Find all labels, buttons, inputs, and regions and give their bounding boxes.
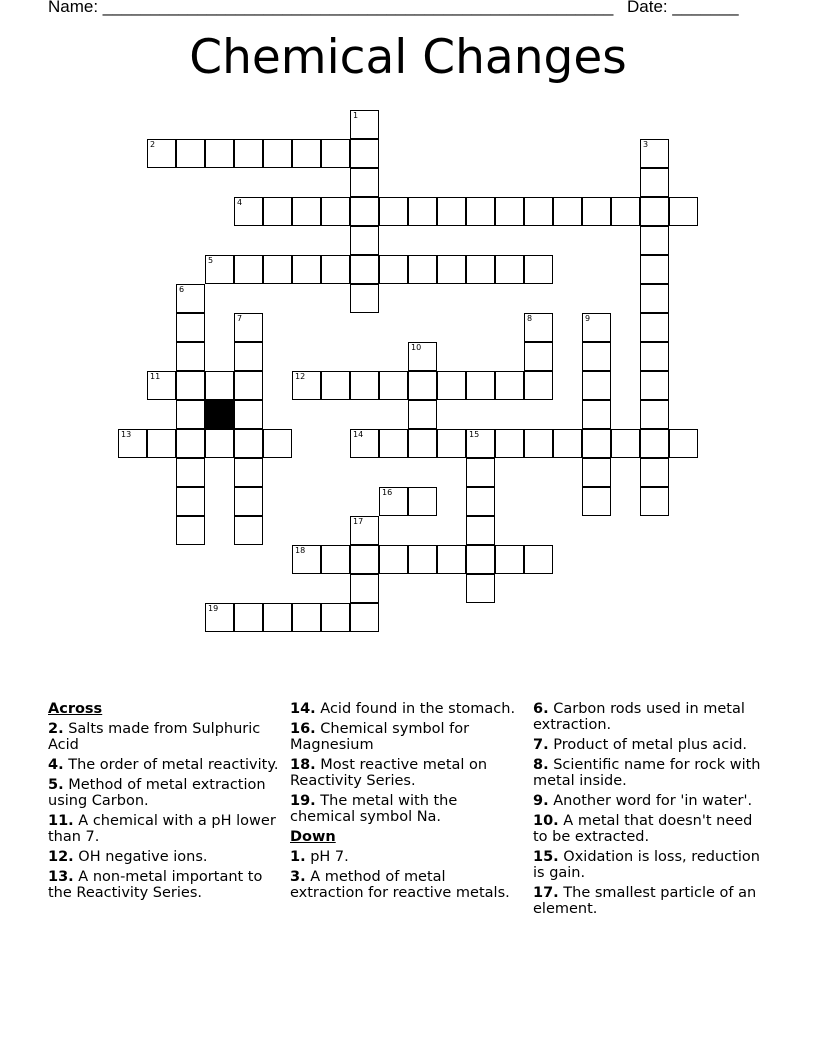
clue-text: pH 7.	[305, 849, 349, 865]
crossword-cell[interactable]	[350, 255, 379, 284]
crossword-cell[interactable]	[582, 487, 611, 516]
crossword-cell[interactable]	[263, 255, 292, 284]
crossword-cell[interactable]	[611, 429, 640, 458]
clue-text: OH negative ions.	[73, 849, 208, 865]
crossword-cell[interactable]	[640, 429, 669, 458]
crossword-cell[interactable]	[234, 371, 263, 400]
clue-number: 16.	[290, 721, 316, 737]
clue-number-label: 8	[527, 314, 533, 323]
across-clue	[48, 777, 280, 809]
crossword-cell[interactable]	[640, 342, 669, 371]
crossword-cell[interactable]	[234, 313, 263, 342]
crossword-cell[interactable]	[321, 255, 350, 284]
crossword-cell[interactable]	[582, 458, 611, 487]
crossword-cell[interactable]	[350, 371, 379, 400]
crossword-cell[interactable]	[582, 429, 611, 458]
crossword-cell[interactable]	[292, 545, 321, 574]
crossword-cell[interactable]	[176, 313, 205, 342]
down-clue	[290, 849, 522, 865]
crossword-cell[interactable]	[379, 429, 408, 458]
across-clue	[48, 869, 280, 901]
crossword-cell[interactable]	[466, 487, 495, 516]
clue-number-label: 11	[150, 372, 161, 381]
clue-number: 14.	[290, 701, 316, 717]
crossword-cell[interactable]	[263, 139, 292, 168]
clue-number: 8.	[533, 757, 549, 773]
down-clue	[533, 813, 765, 845]
clue-text: The smallest particle of an element.	[533, 885, 757, 917]
crossword-cell[interactable]	[524, 429, 553, 458]
down-clue	[533, 701, 765, 733]
clue-number-label: 10	[411, 343, 422, 352]
crossword-cell[interactable]	[292, 139, 321, 168]
crossword-cell[interactable]	[640, 487, 669, 516]
down-clue	[533, 793, 765, 809]
crossword-cell[interactable]	[321, 603, 350, 632]
clue-number-label: 18	[295, 546, 306, 555]
crossword-cell[interactable]	[640, 226, 669, 255]
clue-number: 13.	[48, 869, 74, 885]
down-clue	[533, 849, 765, 881]
crossword-cell[interactable]	[176, 458, 205, 487]
clue-number: 17.	[533, 885, 559, 901]
crossword-cell[interactable]	[640, 255, 669, 284]
crossword-cell[interactable]	[234, 139, 263, 168]
crossword-cell[interactable]	[669, 197, 698, 226]
across-clue	[290, 757, 522, 789]
crossword-cell[interactable]	[495, 255, 524, 284]
clue-number-label: 15	[469, 430, 480, 439]
crossword-cell[interactable]	[350, 516, 379, 545]
clue-text: Salts made from Sulphuric Acid	[48, 721, 261, 753]
clue-text: A chemical with a pH lower than 7.	[48, 813, 276, 845]
crossword-cell[interactable]	[582, 313, 611, 342]
clue-number-label: 2	[150, 140, 156, 149]
clue-number-label: 17	[353, 517, 364, 526]
down-heading: Down	[290, 829, 336, 845]
crossword-cell[interactable]	[495, 371, 524, 400]
clue-number: 15.	[533, 849, 559, 865]
crossword-cell[interactable]	[118, 429, 147, 458]
down-clue	[533, 885, 765, 917]
crossword-cell[interactable]	[379, 371, 408, 400]
crossword-cell[interactable]	[524, 342, 553, 371]
crossword-cell[interactable]	[234, 342, 263, 371]
clue-number-label: 13	[121, 430, 132, 439]
across-clue	[48, 813, 280, 845]
crossword-cell[interactable]	[350, 139, 379, 168]
crossword-cell[interactable]	[350, 545, 379, 574]
crossword-cell[interactable]	[408, 371, 437, 400]
clue-number-label: 4	[237, 198, 243, 207]
crossword-cell[interactable]	[437, 371, 466, 400]
crossword-cell[interactable]	[234, 603, 263, 632]
crossword-cell[interactable]	[466, 545, 495, 574]
crossword-cell[interactable]	[669, 429, 698, 458]
clue-text: Most reactive metal on Reactivity Series.	[290, 757, 488, 789]
crossword-cell[interactable]	[408, 342, 437, 371]
clue-number: 2.	[48, 721, 64, 737]
clue-number-label: 9	[585, 314, 591, 323]
clue-number: 9.	[533, 793, 549, 809]
crossword-cell[interactable]	[350, 429, 379, 458]
crossword-cell[interactable]	[350, 168, 379, 197]
clue-text: Method of metal extraction using Carbon.	[48, 777, 266, 809]
crossword-cell[interactable]	[640, 400, 669, 429]
crossword-cell[interactable]	[408, 197, 437, 226]
clue-text: Carbon rods used in metal extraction.	[533, 701, 745, 733]
crossword-cell[interactable]	[234, 197, 263, 226]
crossword-cell[interactable]	[553, 429, 582, 458]
clue-number: 4.	[48, 757, 64, 773]
crossword-cell[interactable]	[466, 516, 495, 545]
crossword-cell[interactable]	[466, 371, 495, 400]
crossword-cell[interactable]	[640, 139, 669, 168]
clue-text: Acid found in the stomach.	[315, 701, 516, 717]
across-clue	[48, 721, 280, 753]
clue-text: The metal with the chemical symbol Na.	[290, 793, 458, 825]
across-clue	[48, 757, 280, 773]
crossword-cell[interactable]	[495, 545, 524, 574]
clue-number-label: 14	[353, 430, 364, 439]
crossword-cell[interactable]	[408, 429, 437, 458]
crossword-cell[interactable]	[205, 429, 234, 458]
crossword-cell[interactable]	[408, 487, 437, 516]
crossword-cell[interactable]	[640, 284, 669, 313]
down-clue	[533, 737, 765, 753]
crossword-cell[interactable]	[466, 458, 495, 487]
crossword-cell[interactable]	[350, 284, 379, 313]
crossword-cell[interactable]	[234, 400, 263, 429]
clue-text: A method of metal extraction for reactive metals.	[290, 869, 510, 901]
crossword-cell[interactable]	[263, 429, 292, 458]
crossword-cell[interactable]	[176, 284, 205, 313]
crossword-cell[interactable]	[553, 197, 582, 226]
clue-text: Product of metal plus acid.	[548, 737, 748, 753]
clues-column-1	[48, 701, 280, 905]
crossword-cell[interactable]	[205, 139, 234, 168]
crossword-cell[interactable]	[234, 255, 263, 284]
crossword-cell[interactable]	[321, 197, 350, 226]
crossword-cell[interactable]	[379, 197, 408, 226]
crossword-cell[interactable]	[350, 574, 379, 603]
crossword-cell[interactable]	[292, 255, 321, 284]
crossword-cell[interactable]	[640, 371, 669, 400]
crossword-cell[interactable]	[524, 255, 553, 284]
clue-number: 19.	[290, 793, 316, 809]
clue-number-label: 6	[179, 285, 185, 294]
crossword-cell[interactable]	[466, 197, 495, 226]
clue-number: 12.	[48, 849, 74, 865]
clue-text: Another word for 'in water'.	[548, 793, 753, 809]
crossword-cell[interactable]	[176, 516, 205, 545]
clue-number: 11.	[48, 813, 74, 829]
crossword-cell[interactable]	[234, 429, 263, 458]
crossword-cell[interactable]	[176, 371, 205, 400]
crossword-cell[interactable]	[408, 545, 437, 574]
crossword-cell[interactable]	[524, 197, 553, 226]
across-clue	[48, 849, 280, 865]
crossword-cell[interactable]	[234, 458, 263, 487]
crossword-cell[interactable]	[379, 545, 408, 574]
crossword-cell[interactable]	[176, 429, 205, 458]
clue-number-label: 1	[353, 111, 359, 120]
clue-number-label: 3	[643, 140, 649, 149]
clues-column-3	[533, 701, 765, 921]
crossword-cell[interactable]	[437, 545, 466, 574]
crossword-black-cell	[205, 400, 234, 429]
clue-number: 6.	[533, 701, 549, 717]
clue-number: 18.	[290, 757, 316, 773]
clue-text: Chemical symbol for Magnesium	[290, 721, 470, 753]
across-clue	[290, 793, 522, 825]
crossword-cell[interactable]	[205, 255, 234, 284]
crossword-cell[interactable]	[466, 574, 495, 603]
crossword-cell[interactable]	[408, 255, 437, 284]
crossword-cell[interactable]	[379, 487, 408, 516]
clue-text: Scientific name for rock with metal inside.	[533, 757, 761, 789]
down-clue	[533, 757, 765, 789]
crossword-cell[interactable]	[292, 603, 321, 632]
clue-number: 5.	[48, 777, 64, 793]
crossword-cell[interactable]	[176, 487, 205, 516]
crossword-cell[interactable]	[437, 429, 466, 458]
clue-text: Oxidation is loss, reduction is gain.	[533, 849, 760, 881]
crossword-cell[interactable]	[495, 197, 524, 226]
clues-column-2	[290, 701, 522, 905]
crossword-cell[interactable]	[176, 342, 205, 371]
clue-number: 3.	[290, 869, 306, 885]
crossword-cell[interactable]	[205, 603, 234, 632]
name-field-label: Name: ______________________________________________________	[48, 0, 614, 16]
crossword-cell[interactable]	[350, 226, 379, 255]
crossword-cell[interactable]	[408, 400, 437, 429]
crossword-cell[interactable]	[147, 371, 176, 400]
crossword-cell[interactable]	[582, 371, 611, 400]
crossword-cell[interactable]	[582, 400, 611, 429]
crossword-cell[interactable]	[147, 139, 176, 168]
crossword-cell[interactable]	[350, 110, 379, 139]
crossword-cell[interactable]	[234, 516, 263, 545]
crossword-cell[interactable]	[321, 545, 350, 574]
crossword-cell[interactable]	[234, 487, 263, 516]
crossword-cell[interactable]	[263, 197, 292, 226]
crossword-cell[interactable]	[321, 371, 350, 400]
clue-number-label: 12	[295, 372, 306, 381]
crossword-cell[interactable]	[437, 255, 466, 284]
crossword-cell[interactable]	[263, 603, 292, 632]
crossword-cell[interactable]	[640, 197, 669, 226]
crossword-cell[interactable]	[379, 255, 408, 284]
clue-text: A non-metal important to the Reactivity Series.	[48, 869, 263, 901]
crossword-cell[interactable]	[292, 371, 321, 400]
clue-number-label: 16	[382, 488, 393, 497]
clue-number: 7.	[533, 737, 549, 753]
crossword-cell[interactable]	[640, 458, 669, 487]
crossword-cell[interactable]	[524, 545, 553, 574]
crossword-cell[interactable]	[466, 255, 495, 284]
crossword-cell[interactable]	[321, 139, 350, 168]
across-clue	[290, 701, 522, 717]
page-title: Chemical Changes	[189, 30, 627, 85]
crossword-cell[interactable]	[495, 429, 524, 458]
crossword-cell[interactable]	[582, 197, 611, 226]
clue-text: The order of metal reactivity.	[63, 757, 279, 773]
clue-number-label: 19	[208, 604, 219, 613]
clue-number-label: 7	[237, 314, 243, 323]
clue-number: 1.	[290, 849, 306, 865]
crossword-cell[interactable]	[582, 342, 611, 371]
crossword-cell[interactable]	[437, 197, 466, 226]
crossword-cell[interactable]	[205, 371, 234, 400]
crossword-cell[interactable]	[147, 429, 176, 458]
crossword-cell[interactable]	[524, 371, 553, 400]
crossword-cell[interactable]	[524, 313, 553, 342]
crossword-cell[interactable]	[292, 197, 321, 226]
down-clue	[290, 869, 522, 901]
clue-number-label: 5	[208, 256, 214, 265]
across-heading: Across	[48, 701, 103, 717]
clue-text: A metal that doesn't need to be extracted.	[533, 813, 753, 845]
crossword-cell[interactable]	[350, 603, 379, 632]
date-field-label: Date: _______	[627, 0, 739, 16]
crossword-cell[interactable]	[611, 197, 640, 226]
crossword-cell[interactable]	[466, 429, 495, 458]
across-clue	[290, 721, 522, 753]
crossword-cell[interactable]	[640, 168, 669, 197]
clue-number: 10.	[533, 813, 559, 829]
crossword-cell[interactable]	[176, 400, 205, 429]
crossword-cell[interactable]	[640, 313, 669, 342]
crossword-cell[interactable]	[176, 139, 205, 168]
crossword-cell[interactable]	[350, 197, 379, 226]
